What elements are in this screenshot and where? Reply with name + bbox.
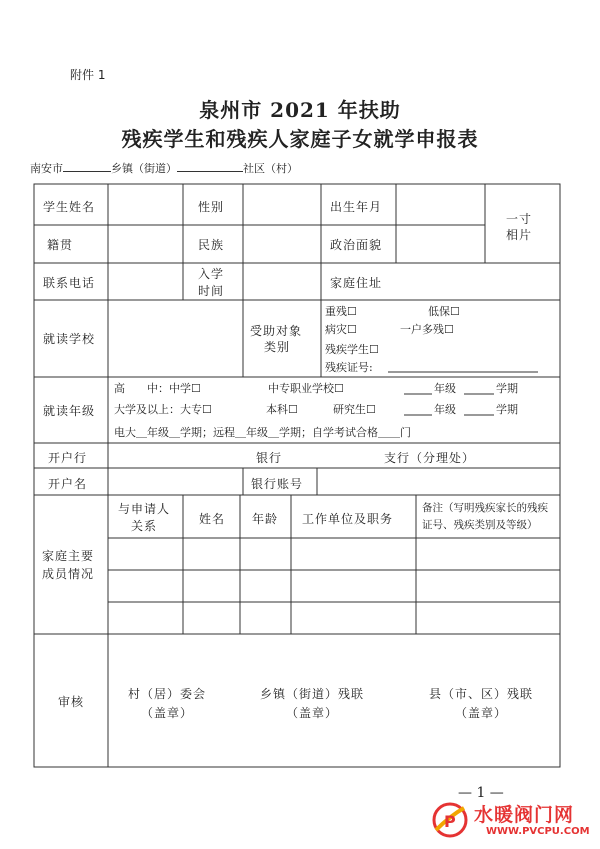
photo-line1: 一寸 xyxy=(506,212,533,226)
aid-option-cert: 残疾证号: xyxy=(325,361,373,374)
label-bank: 开户行 xyxy=(48,451,88,465)
watermark-name: 水暖阀门网 xyxy=(474,804,575,826)
label-family-1: 家庭主要 xyxy=(42,549,95,563)
label-review: 审核 xyxy=(58,695,85,709)
label-ethnicity: 民族 xyxy=(198,238,225,252)
grade-line1-c: 年级 xyxy=(434,382,456,395)
review-town: 乡镇（街道）残联 xyxy=(259,687,365,701)
grade-line1-a: 高 中：中学☐ xyxy=(114,382,201,395)
label-phone: 联系电话 xyxy=(43,276,96,290)
watermark-url: WWW.PVCPU.COM xyxy=(486,826,590,837)
grade-line1-d: 学期 xyxy=(496,382,518,395)
review-village-seal: （盖章） xyxy=(140,706,194,720)
grade-line2-d: 年级 xyxy=(434,403,456,416)
form-title-line2: 残疾学生和残疾人家庭子女就学申报表 xyxy=(121,127,479,151)
svg-text:P: P xyxy=(444,812,456,831)
aid-option-severe[interactable]: 重残☐ xyxy=(325,305,357,318)
grade-line2-a: 大学及以上：大专☐ xyxy=(114,403,212,416)
aid-option-student[interactable]: 残疾学生☐ xyxy=(325,343,379,356)
label-student-name: 学生姓名 xyxy=(43,200,96,214)
community-label: 社区（村） xyxy=(243,162,298,175)
grade-line2-e: 学期 xyxy=(496,403,518,416)
label-gender: 性别 xyxy=(198,200,225,214)
label-aid-2: 类别 xyxy=(264,340,291,354)
aid-option-multi[interactable]: 一户多残☐ xyxy=(400,323,454,336)
city-label: 南安市 xyxy=(30,162,63,175)
attachment-label: 附件 1 xyxy=(70,68,106,82)
label-native: 籍贯 xyxy=(47,238,74,252)
label-entry-2: 时间 xyxy=(198,284,225,298)
grade-line3: 电大＿年级＿学期；远程＿年级＿学期；自学考试合格＿＿门 xyxy=(114,426,411,439)
aid-option-lowincome[interactable]: 低保☐ xyxy=(428,305,460,318)
form-title-line1: 泉州市 2021 年扶助 xyxy=(199,98,401,122)
watermark-logo-icon xyxy=(430,800,470,840)
label-family-2: 成员情况 xyxy=(42,567,95,581)
label-account-no: 银行账号 xyxy=(251,477,304,491)
bank-branch: 支行（分理处） xyxy=(384,451,476,465)
review-county: 县（市、区）残联 xyxy=(428,687,534,701)
grade-line2-b: 本科☐ xyxy=(266,403,298,416)
page-number: — 1 — xyxy=(458,785,504,801)
label-address: 家庭住址 xyxy=(330,276,383,290)
grade-line2-c: 研究生☐ xyxy=(333,403,376,416)
review-county-seal: （盖章） xyxy=(454,706,508,720)
col-note-2: 证号、残疾类别及等级） xyxy=(422,519,538,531)
bank-suffix: 银行 xyxy=(256,451,283,465)
town-label: 乡镇（街道） xyxy=(111,162,177,175)
col-note-1: 备注（写明残疾家长的残疾 xyxy=(422,502,548,514)
review-town-seal: （盖章） xyxy=(285,706,339,720)
label-entry-1: 入学 xyxy=(198,267,225,281)
photo-line2: 相片 xyxy=(506,228,533,242)
label-aid-1: 受助对象 xyxy=(250,324,303,338)
label-school: 就读学校 xyxy=(43,332,96,346)
col-relation-1: 与申请人 xyxy=(118,502,171,516)
review-village: 村（居）委会 xyxy=(127,687,207,701)
col-relation-2: 关系 xyxy=(131,519,158,533)
col-work: 工作单位及职务 xyxy=(302,512,394,526)
label-account-name: 开户名 xyxy=(48,477,88,491)
label-politics: 政治面貌 xyxy=(330,238,383,252)
label-birth: 出生年月 xyxy=(330,200,383,214)
grade-line1-b: 中专职业学校☐ xyxy=(268,382,344,395)
label-grade: 就读年级 xyxy=(43,404,96,418)
col-age: 年龄 xyxy=(252,512,279,526)
aid-option-illness[interactable]: 病灾☐ xyxy=(325,323,357,336)
col-name: 姓名 xyxy=(199,512,226,526)
